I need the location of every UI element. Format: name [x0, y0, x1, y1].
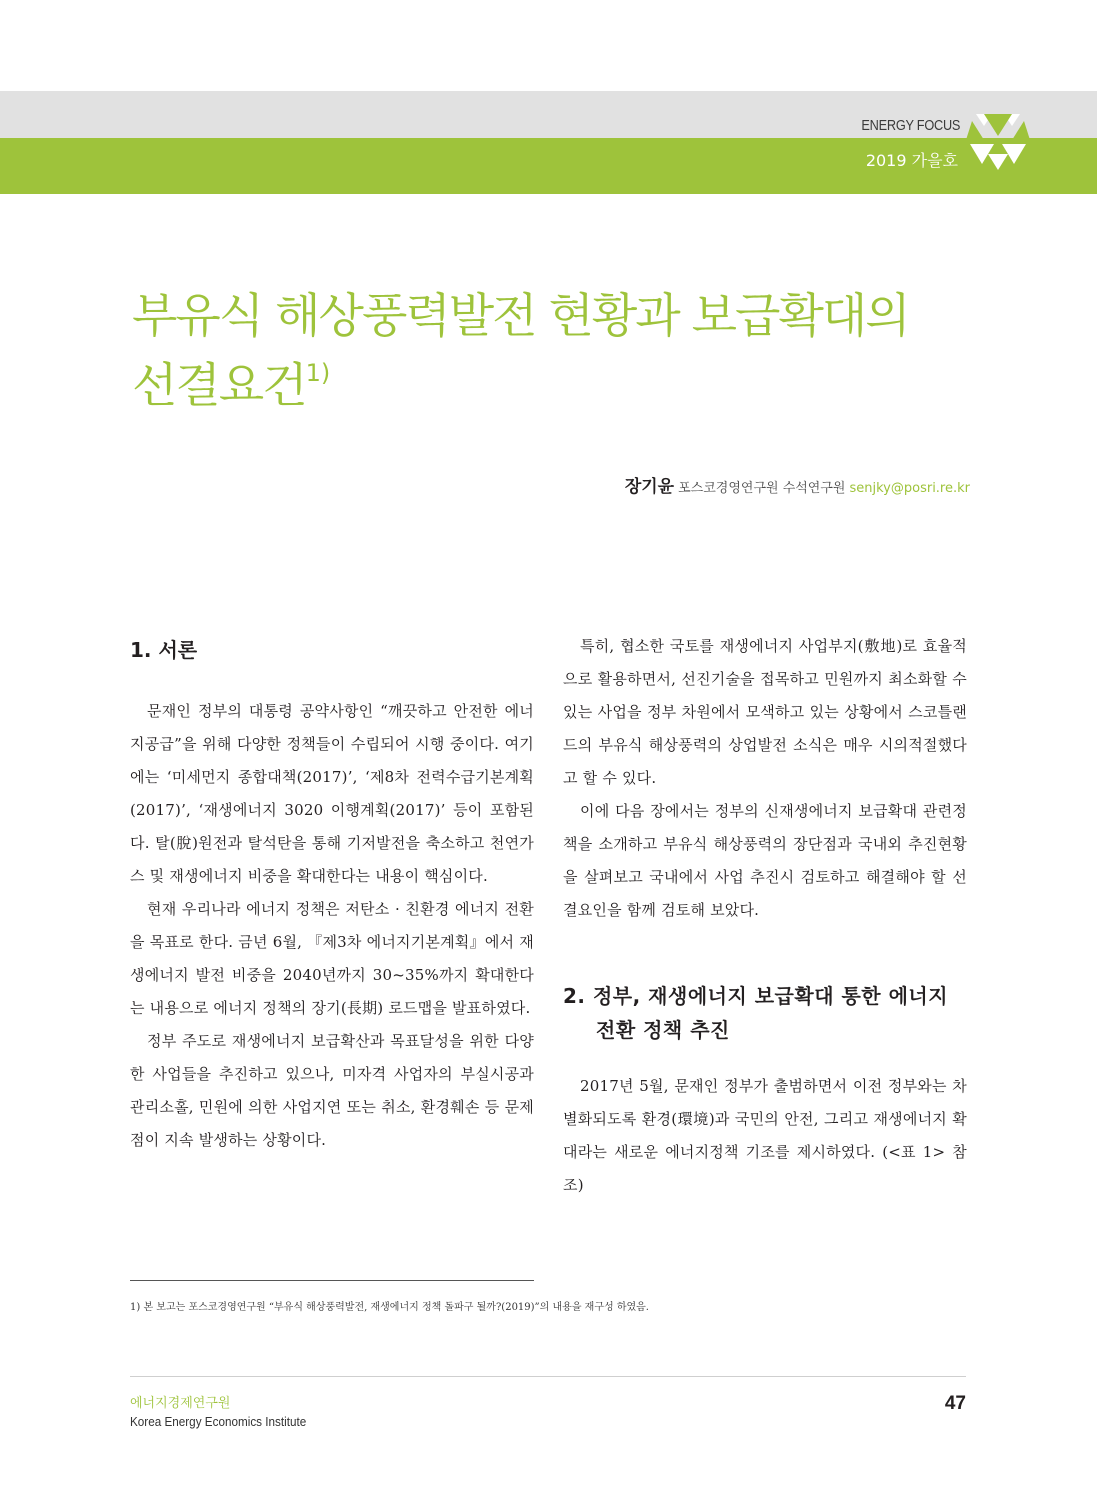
- section2-paragraph: 2017년 5월, 문재인 정부가 출범하면서 이전 정부와는 차별화되도록 환경(環境)과 국민의 안전, 그리고 재생에너지 확대라는 새로운 에너지정책 기조를 제시하였다. (<표 1> 참조): [563, 1077, 967, 1194]
- author-name: 장기윤: [624, 477, 675, 497]
- footer-divider: [130, 1376, 966, 1377]
- section2-heading: 2. 정부, 재생에너지 보급확대 통한 에너지전환 정책 추진: [563, 984, 949, 1042]
- right-paragraph: 특히, 협소한 국토를 재생에너지 사업부지(敷地)로 효율적으로 활용하면서, 선진기술을 접목하고 민원까지 최소화할 수 있는 사업을 정부 차원에서 모색하고 있는 상황에서 스코틀랜드의 부유식 해상풍력의 상업발전 소식은 매우 시의적절했다고 할 수 있다.: [563, 637, 967, 787]
- section1-paragraph: 현재 우리나라 에너지 정책은 저탄소 · 친환경 에너지 전환을 목표로 한다. 금년 6월, 『제3차 에너지기본계획』에서 재생에너지 발전 비중을 2040년까지 30~35%까지 확대한다는 내용으로 에너지 정책의 장기(長期) 로드맵을 발표하였다.: [130, 900, 534, 1017]
- triangle-pattern-logo-icon: [966, 112, 1030, 172]
- institute-name-korean: 에너지경제연구원: [130, 1396, 231, 1411]
- institute-name-english: Korea Energy Economics Institute: [130, 1414, 307, 1429]
- section1-paragraph: 정부 주도로 재생에너지 보급확산과 목표달성을 위한 다양한 사업들을 추진하고 있으나, 미자격 사업자의 부실시공과 관리소홀, 민원에 의한 사업지연 또는 취소, 환경훼손 등 문제점이 지속 발생하는 상황이다.: [130, 1032, 534, 1149]
- byline: [625, 472, 970, 497]
- title-line-1: 부유식 해상풍력발전 현황과 보급확대의: [132, 289, 909, 344]
- right-paragraph: 이에 다음 장에서는 정부의 신재생에너지 보급확대 관련정책을 소개하고 부유식 해상풍력의 장단점과 국내외 추진현황을 살펴보고 국내에서 사업 추진시 검토하고 해결해야 할 선결요인을 함께 검토해 보았다.: [563, 802, 967, 919]
- title-footnote-mark: 1): [305, 359, 331, 387]
- footnote-divider: [130, 1280, 534, 1281]
- left-column: [130, 630, 534, 1157]
- title-line-2: 선결요건: [132, 358, 306, 414]
- magazine-issue: 2019 가을호: [865, 151, 958, 170]
- author-affiliation: 포스코경영연구원 수석연구원: [678, 481, 846, 496]
- right-column: [563, 630, 967, 1202]
- magazine-name: ENERGY FOCUS: [861, 117, 960, 134]
- author-email[interactable]: senjky@posri.re.kr: [849, 481, 970, 496]
- footnote: 1) 본 보고는 포스코경영연구원 “부유식 해상풍력발전, 재생에너지 정책 돌파구 될까?(2019)”의 내용을 재구성 하였음.: [130, 1302, 649, 1313]
- section1-heading: 1. 서론: [130, 638, 198, 662]
- article-title: [132, 286, 992, 417]
- page-number: 47: [944, 1393, 966, 1414]
- section1-paragraph: 문재인 정부의 대통령 공약사항인 “깨끗하고 안전한 에너지공급”을 위해 다양한 정책들이 수립되어 시행 중이다. 여기에는 ‘미세먼지 종합대책(2017)’, ‘제8차 전력수급기본계획(2017)’, ‘재생에너지 3020 이행계획(2017)’ 등이 포함된다. 탈(脫)원전과 탈석탄을 통해 기저발전을 축소하고 천연가스 및 재생에너지 비중을 확대한다는 내용이 핵심이다.: [130, 702, 534, 885]
